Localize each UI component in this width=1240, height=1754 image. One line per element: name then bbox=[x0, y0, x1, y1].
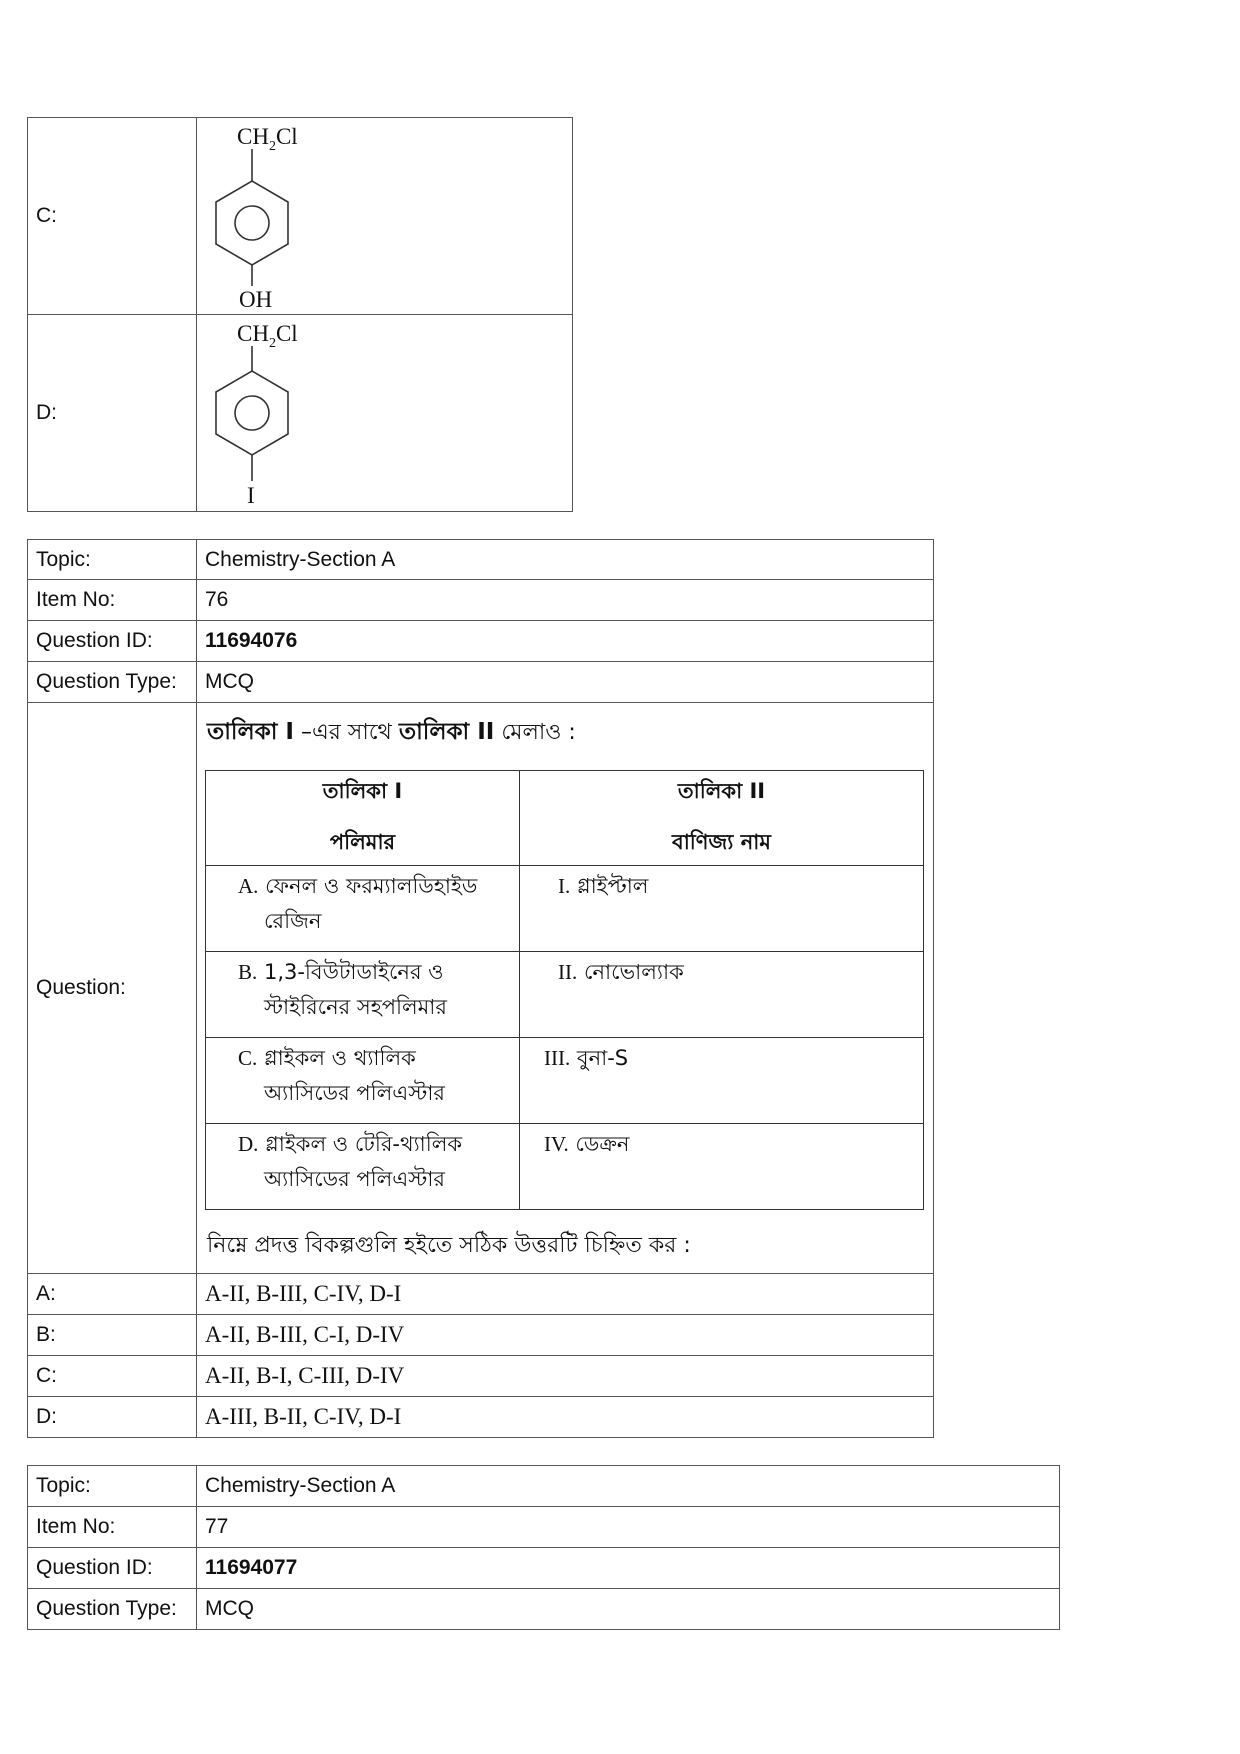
row-key: IV. bbox=[544, 1132, 569, 1156]
question-id-value: 11694077 bbox=[197, 1548, 1060, 1589]
trade-name: বুনা-S bbox=[576, 1046, 629, 1070]
previous-question-options-table bbox=[27, 117, 573, 512]
item-no-value: 76 bbox=[197, 580, 934, 621]
question-row bbox=[28, 703, 934, 1274]
match-table-header bbox=[206, 771, 924, 866]
list-2-subtitle: বাণিজ্য নাম bbox=[672, 830, 771, 854]
option-text[interactable]: A-II, B-I, C-III, D-IV bbox=[197, 1356, 934, 1397]
trade-name-cell bbox=[520, 866, 924, 952]
question-type-label: Question Type: bbox=[28, 662, 197, 703]
match-row-c bbox=[206, 1038, 924, 1124]
row-key: II. bbox=[558, 960, 578, 984]
list-1-title: তালিকা I bbox=[322, 779, 403, 803]
topic-label: Topic: bbox=[28, 1466, 197, 1507]
ch2cl-label: $CH_2Cl$ bbox=[237, 124, 298, 154]
list-2-ref: তালিকা II bbox=[398, 719, 495, 745]
ch2cl-label: $CH_2Cl$ bbox=[237, 321, 298, 351]
polymer-line-1: 1,3-বিউটাডাইনের ও bbox=[263, 960, 444, 984]
topic-value: Chemistry-Section A bbox=[197, 540, 934, 580]
item-no-row bbox=[28, 1507, 1060, 1548]
question-type-value: MCQ bbox=[197, 662, 934, 703]
option-text[interactable]: A-II, B-III, C-IV, D-I bbox=[197, 1274, 934, 1315]
connector-text: –এর সাথে bbox=[293, 720, 399, 745]
topic-label: Topic: bbox=[28, 540, 197, 580]
question-id-label: Question ID: bbox=[28, 621, 197, 662]
row-key: D. bbox=[238, 1132, 259, 1156]
list-1-subtitle: পলিমার bbox=[329, 830, 396, 854]
trade-name-cell bbox=[520, 1038, 924, 1124]
question-label: Question: bbox=[28, 703, 197, 1274]
list-1-header bbox=[206, 771, 520, 866]
option-text[interactable]: A-II, B-III, C-I, D-IV bbox=[197, 1315, 934, 1356]
trade-name-cell bbox=[520, 1124, 924, 1210]
item-no-value: 77 bbox=[197, 1507, 1060, 1548]
answer-option-row-d[interactable] bbox=[28, 1397, 934, 1438]
benzene-structure-ch2cl-oh bbox=[205, 118, 345, 308]
option-label: C: bbox=[28, 1356, 197, 1397]
structure-cell bbox=[197, 315, 573, 512]
option-row-d bbox=[28, 315, 573, 512]
trade-name: ডেক্রন bbox=[575, 1132, 630, 1156]
polymer-line-2: রেজিন bbox=[264, 909, 322, 933]
match-instruction bbox=[207, 713, 925, 752]
answer-instruction: নিম্নে প্রদত্ত বিকল্পগুলি হইতে সঠিক উত্তরটি চিহ্নিত কর : bbox=[207, 1233, 691, 1258]
polymer-line-1: ফেনল ও ফরম্যালডিহাইড bbox=[265, 874, 478, 898]
polymer-line-2: অ্যাসিডের পলিএস্টার bbox=[264, 1167, 445, 1191]
row-key: I. bbox=[558, 874, 571, 898]
question-type-row bbox=[28, 1589, 1060, 1630]
item-no-label: Item No: bbox=[28, 1507, 197, 1548]
list-2-title: তালিকা II bbox=[677, 779, 766, 803]
row-key: B. bbox=[238, 960, 258, 984]
row-key: C. bbox=[238, 1046, 258, 1070]
option-row-c bbox=[28, 118, 573, 315]
match-row-b bbox=[206, 952, 924, 1038]
question-id-row bbox=[28, 1548, 1060, 1589]
answer-option-row-b[interactable] bbox=[28, 1315, 934, 1356]
list-2-header bbox=[520, 771, 924, 866]
topic-row bbox=[28, 1466, 1060, 1507]
trade-name: নোভোল্যাক bbox=[583, 960, 684, 984]
polymer-cell bbox=[206, 1124, 520, 1210]
option-label: A: bbox=[28, 1274, 197, 1315]
option-label: D: bbox=[28, 1397, 197, 1438]
instruction-tail: মেলাও : bbox=[494, 720, 576, 745]
option-text[interactable]: A-III, B-II, C-IV, D-I bbox=[197, 1397, 934, 1438]
polymer-cell bbox=[206, 1038, 520, 1124]
row-key: III. bbox=[544, 1046, 571, 1070]
match-row-d bbox=[206, 1124, 924, 1210]
benzene-structure-ch2cl-i bbox=[205, 315, 345, 505]
question-id-label: Question ID: bbox=[28, 1548, 197, 1589]
match-row-a bbox=[206, 866, 924, 952]
question-76-table bbox=[27, 539, 934, 1438]
option-label: C: bbox=[28, 118, 197, 315]
question-type-label: Question Type: bbox=[28, 1589, 197, 1630]
list-1-ref: তালিকা I bbox=[207, 719, 294, 745]
topic-row bbox=[28, 540, 934, 580]
answer-option-row-a[interactable] bbox=[28, 1274, 934, 1315]
polymer-line-2: স্টাইরিনের সহপলিমার bbox=[264, 995, 447, 1019]
answer-option-row-c[interactable] bbox=[28, 1356, 934, 1397]
option-label: D: bbox=[28, 315, 197, 512]
iodine-label: I bbox=[247, 483, 255, 505]
option-label: B: bbox=[28, 1315, 197, 1356]
trade-name: গ্লাইপ্টাল bbox=[576, 874, 649, 898]
question-type-value: MCQ bbox=[197, 1589, 1060, 1630]
item-no-row bbox=[28, 580, 934, 621]
question-body bbox=[197, 703, 934, 1274]
topic-value: Chemistry-Section A bbox=[197, 1466, 1060, 1507]
trade-name-cell bbox=[520, 952, 924, 1038]
row-key: A. bbox=[238, 874, 259, 898]
match-table bbox=[205, 770, 924, 1210]
question-id-value: 11694076 bbox=[197, 621, 934, 662]
polymer-cell bbox=[206, 866, 520, 952]
structure-cell bbox=[197, 118, 573, 315]
polymer-line-2: অ্যাসিডের পলিএস্টার bbox=[264, 1081, 445, 1105]
item-no-label: Item No: bbox=[28, 580, 197, 621]
question-type-row bbox=[28, 662, 934, 703]
polymer-line-1: গ্লাইকল ও টেরি-থ্যালিক bbox=[265, 1132, 463, 1156]
question-id-row bbox=[28, 621, 934, 662]
oh-label: OH bbox=[239, 287, 273, 308]
question-77-table bbox=[27, 1465, 1060, 1630]
polymer-cell bbox=[206, 952, 520, 1038]
polymer-line-1: গ্লাইকল ও থ্যালিক bbox=[263, 1046, 416, 1070]
